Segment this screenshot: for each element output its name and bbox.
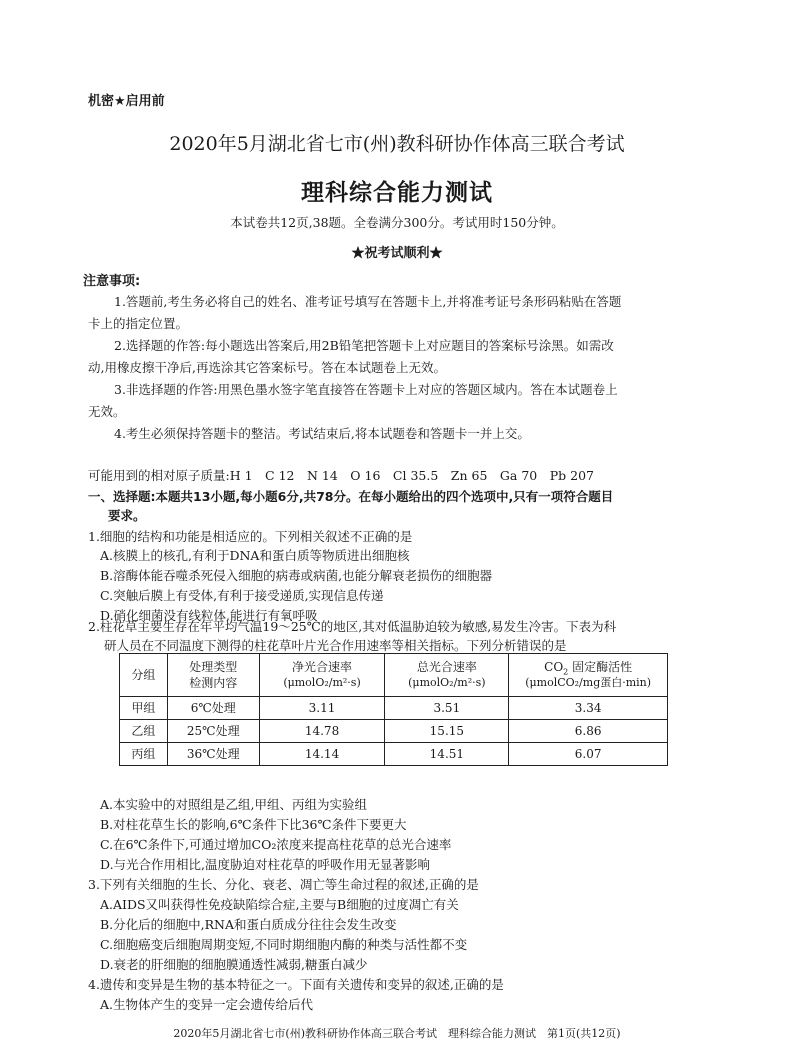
q4-option-a: A.生物体产生的变异一定会遗传给后代 <box>100 997 314 1012</box>
q1-option-c: C.突触后膜上有受体,有利于接受递质,实现信息传递 <box>100 588 384 603</box>
page-footer: 2020年5月湖北省七市(州)教科研协作体高三联合考试 理科综合能力测试 第1页(共12页) <box>173 1027 621 1040</box>
q1-stem: 1.细胞的结构和功能是相适应的。下列相关叙述不正确的是 <box>88 529 413 544</box>
q2-option-a: A.本实验中的对照组是乙组,甲组、丙组为实验组 <box>100 797 367 812</box>
cell-group: 丙组 <box>120 743 168 766</box>
header-treatment-measure: 检测内容 <box>189 676 238 690</box>
cell-net-rate: 14.14 <box>259 743 385 766</box>
cell-enzyme: 3.34 <box>509 697 668 720</box>
header-group: 分组 <box>120 654 168 697</box>
q2-option-d: D.与光合作用相比,温度胁迫对柱花草的呼吸作用无显著影响 <box>100 857 431 872</box>
section-1-instructions: 一、选择题:本题共13小题,每小题6分,共78分。在每小题给出的四个选项中,只有一项符合题目 <box>88 489 614 504</box>
q1-option-d: D.硝化细菌没有线粒体,能进行有氧呼吸 <box>100 608 318 623</box>
header-net-rate-label: 净光合速率 <box>292 660 353 674</box>
header-treatment <box>167 654 259 697</box>
q4-stem: 4.遗传和变异是生物的基本特征之一。下面有关遗传和变异的叙述,正确的是 <box>88 977 504 992</box>
cell-enzyme: 6.07 <box>509 743 668 766</box>
note-1-line-1: 1.答题前,考生务必将自己的姓名、准考证号填写在答题卡上,并将准考证号条形码粘贴在答题 <box>114 294 622 309</box>
note-3-line-1: 3.非选择题的作答:用黑色墨水签字笔直接答在答题卡上对应的答题区域内。答在本试题卷上 <box>114 382 618 397</box>
section-1-instructions-cont: 要求。 <box>108 508 146 523</box>
header-total-rate <box>385 654 509 697</box>
q1-option-a: A.核膜上的核孔,有利于DNA和蛋白质等物质进出细胞核 <box>100 548 410 563</box>
table-row <box>120 697 668 720</box>
exam-title: 2020年5月湖北省七市(州)教科研协作体高三联合考试 <box>169 133 625 155</box>
cell-net-rate: 3.11 <box>259 697 385 720</box>
cell-total-rate: 14.51 <box>385 743 509 766</box>
note-4: 4.考生必须保持答题卡的整洁。考试结束后,将本试题卷和答题卡一并上交。 <box>114 426 530 441</box>
exam-info: 本试卷共12页,38题。全卷满分300分。考试用时150分钟。 <box>230 215 564 230</box>
q2-option-b: B.对柱花草生长的影响,6℃条件下比36℃条件下要更大 <box>100 817 407 832</box>
cell-treatment: 36℃处理 <box>167 743 259 766</box>
cell-enzyme: 6.86 <box>509 720 668 743</box>
q2-option-c: C.在6℃条件下,可通过增加CO₂浓度来提高柱花草的总光合速率 <box>100 837 452 852</box>
atomic-masses: 可能用到的相对原子质量:H 1 C 12 N 14 O 16 Cl 35.5 Zn 65 Ga 70 Pb 207 <box>88 468 594 483</box>
q2-stem-line-1: 2.柱花草主要生存在年平均气温19～25℃的地区,其对低温胁迫较为敏感,易发生冷害。下表为科 <box>88 619 617 634</box>
cell-net-rate: 14.78 <box>259 720 385 743</box>
q3-option-a: A.AIDS又叫获得性免疫缺陷综合症,主要与B细胞的过度凋亡有关 <box>100 897 459 912</box>
good-luck-banner: ★祝考试顺利★ <box>351 246 443 261</box>
notes-heading: 注意事项: <box>83 274 141 289</box>
note-2-line-1: 2.选择题的作答:每小题选出答案后,用2B铅笔把答题卡上对应题目的答案标号涂黑。如需改 <box>114 338 614 353</box>
q3-option-c: C.细胞癌变后细胞周期变短,不同时期细胞内酶的种类与活性都不变 <box>100 937 468 952</box>
table-row <box>120 720 668 743</box>
photosynthesis-table <box>119 653 668 766</box>
q1-option-b: B.溶酶体能吞噬杀死侵入细胞的病毒或病菌,也能分解衰老损伤的细胞器 <box>100 568 493 583</box>
note-2-line-2: 动,用橡皮擦干净后,再选涂其它答案标号。答在本试题卷上无效。 <box>88 360 446 375</box>
header-total-rate-label: 总光合速率 <box>416 660 477 674</box>
subject-title: 理科综合能力测试 <box>301 180 493 206</box>
q2-stem-line-2: 研人员在不同温度下测得的柱花草叶片光合作用速率等相关指标。下列分析错误的是 <box>104 638 567 653</box>
note-1-line-2: 卡上的指定位置。 <box>88 316 189 331</box>
cell-total-rate: 3.51 <box>385 697 509 720</box>
header-enzyme-sub: 2 <box>563 667 569 677</box>
cell-treatment: 25℃处理 <box>167 720 259 743</box>
q3-option-b: B.分化后的细胞中,RNA和蛋白质成分往往会发生改变 <box>100 917 397 932</box>
header-enzyme-unit: (μmolCO₂/mg蛋白·min) <box>525 676 652 689</box>
table-row <box>120 743 668 766</box>
confidential-label: 机密★启用前 <box>88 94 165 109</box>
q3-stem: 3.下列有关细胞的生长、分化、衰老、凋亡等生命过程的叙述,正确的是 <box>88 877 479 892</box>
header-treatment-type: 处理类型 <box>189 660 238 674</box>
note-3-line-2: 无效。 <box>88 404 126 419</box>
q3-option-d: D.衰老的肝细胞的细胞膜通透性减弱,糖蛋白减少 <box>100 957 368 972</box>
cell-treatment: 6℃处理 <box>167 697 259 720</box>
cell-total-rate: 15.15 <box>385 720 509 743</box>
header-enzyme-label: 固定酶活性 <box>572 660 633 674</box>
header-enzyme-co: CO <box>544 660 564 674</box>
cell-group: 甲组 <box>120 697 168 720</box>
header-enzyme-activity <box>509 654 668 697</box>
cell-group: 乙组 <box>120 720 168 743</box>
header-net-rate <box>259 654 385 697</box>
header-total-rate-unit: (μmolO₂/m²·s) <box>408 676 486 689</box>
header-net-rate-unit: (μmolO₂/m²·s) <box>283 676 361 689</box>
table-header-row <box>120 654 668 697</box>
